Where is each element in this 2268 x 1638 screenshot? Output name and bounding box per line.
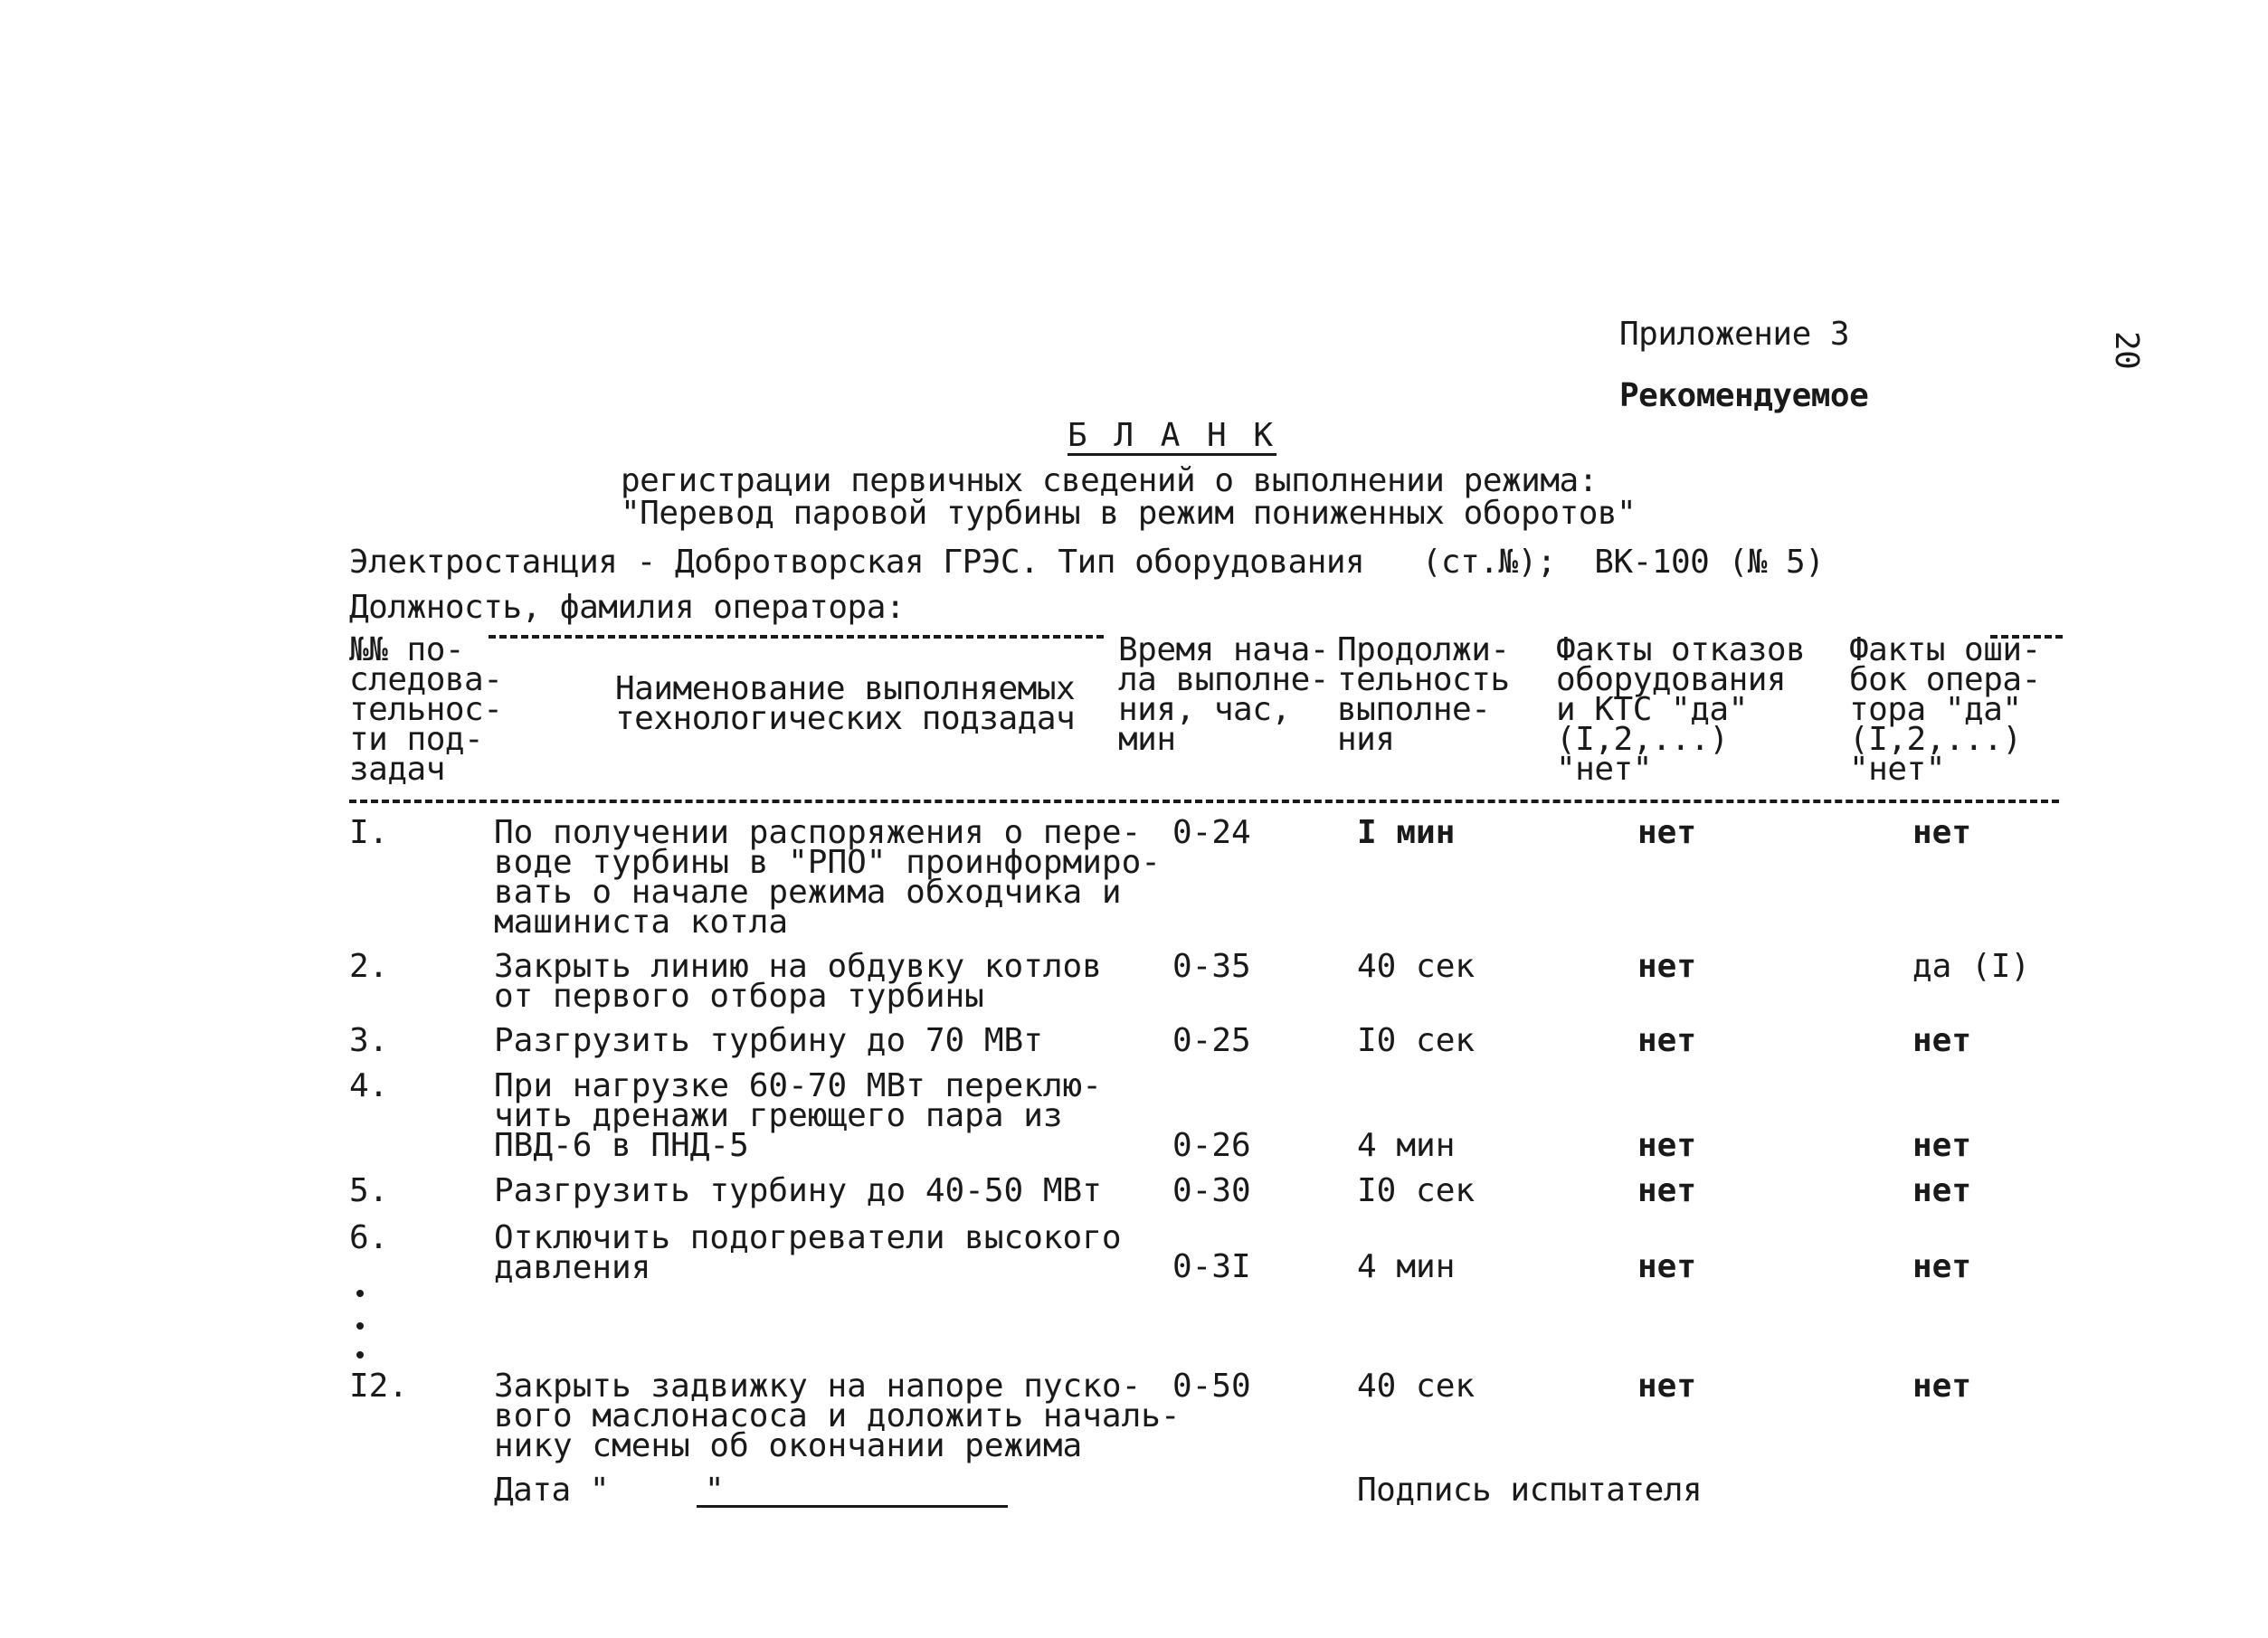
- row-1-name: По получении распоряжения о пере- воде турбины в "РПО" проинформиро- вать о начале режима обходчика и машиниста котла: [494, 814, 1161, 941]
- row-5-name: Разгрузить турбину до 40-50 МВт: [494, 1172, 1102, 1209]
- ellipsis-dot: [356, 1322, 364, 1330]
- ellipsis-dot: [356, 1290, 364, 1297]
- row-4-duration: 4 мин: [1357, 1127, 1456, 1164]
- appendix-title: Приложение 3: [1619, 316, 1850, 353]
- header-duration: Продолжи- тельность выполне- ния: [1337, 631, 1510, 758]
- operator-line: Должность, фамилия оператора:: [349, 589, 906, 626]
- row-5-num: 5.: [349, 1172, 389, 1209]
- row-2-duration: 40 сек: [1357, 948, 1476, 985]
- row-1-failures: нет: [1637, 814, 1697, 851]
- row-4-start: 0-26: [1172, 1127, 1251, 1164]
- row-4-failures: нет: [1637, 1127, 1697, 1164]
- header-failures: Факты отказов оборудования и КТС "да" (I,2,...) "нет": [1556, 631, 1806, 788]
- row-2-start: 0-35: [1172, 948, 1251, 985]
- row-4-num: 4.: [349, 1067, 389, 1104]
- row-12-failures: нет: [1637, 1368, 1697, 1405]
- row-2-name: Закрыть линию на обдувку котлов от первого отбора турбины: [494, 948, 1102, 1015]
- row-2-errors: да (I): [1912, 948, 2031, 985]
- table-header-rule: [349, 800, 2059, 803]
- date-label: Дата " ": [494, 1472, 725, 1509]
- row-6-failures: нет: [1637, 1248, 1697, 1285]
- row-2-num: 2.: [349, 948, 389, 985]
- header-start: Время нача- ла выполне- ния, час, мин: [1118, 631, 1329, 758]
- appendix-status: Рекомендуемое: [1619, 377, 1869, 414]
- form-subtitle-line-2: "Перевод паровой турбины в режим пониженных оборотов": [621, 495, 1637, 532]
- row-6-name: Отключить подогреватели высокого давления: [494, 1219, 1122, 1286]
- header-num: №№ по- следова- тельнос- ти под- задач: [349, 631, 503, 788]
- row-1-duration: I мин: [1357, 814, 1456, 851]
- row-5-failures: нет: [1637, 1172, 1697, 1209]
- table-top-rule-1: [489, 635, 1104, 639]
- row-12-start: 0-50: [1172, 1368, 1251, 1405]
- row-1-num: I.: [349, 814, 389, 851]
- header-name: Наименование выполняемых технологических подзадач: [615, 670, 1076, 737]
- ellipsis-dot: [356, 1351, 364, 1359]
- row-5-errors: нет: [1912, 1172, 1972, 1209]
- row-12-name: Закрыть задвижку на напоре пуско- вого маслонасоса и доложить началь- нику смены об окончании режима: [494, 1368, 1181, 1464]
- row-4-errors: нет: [1912, 1127, 1972, 1164]
- date-signature-line: [697, 1505, 1008, 1508]
- row-6-duration: 4 мин: [1357, 1248, 1456, 1285]
- row-12-num: I2.: [349, 1368, 409, 1405]
- row-3-num: 3.: [349, 1022, 389, 1059]
- form-title: Б Л А Н К: [1068, 417, 1277, 454]
- row-2-failures: нет: [1637, 948, 1697, 985]
- row-3-name: Разгрузить турбину до 70 МВт: [494, 1022, 1043, 1059]
- row-1-errors: нет: [1912, 814, 1972, 851]
- page-number: 20: [2108, 331, 2145, 370]
- row-4-name: При нагрузке 60-70 МВт переклю- чить дренажи греющего пара из ПВД-6 в ПНД-5: [494, 1067, 1102, 1164]
- station-line: Электростанция - Добротворская ГРЭС. Тип оборудования (ст.№); ВК-100 (№ 5): [349, 544, 1825, 581]
- row-3-failures: нет: [1637, 1022, 1697, 1059]
- row-5-start: 0-30: [1172, 1172, 1251, 1209]
- row-5-duration: I0 сек: [1357, 1172, 1476, 1209]
- row-3-start: 0-25: [1172, 1022, 1251, 1059]
- row-6-num: 6.: [349, 1219, 389, 1256]
- header-errors: Факты оши- бок опера- тора "да" (I,2,...) "нет": [1849, 631, 2041, 788]
- row-3-errors: нет: [1912, 1022, 1972, 1059]
- row-3-duration: I0 сек: [1357, 1022, 1476, 1059]
- row-6-start: 0-3I: [1172, 1248, 1251, 1285]
- row-12-duration: 40 сек: [1357, 1368, 1476, 1405]
- form-subtitle-line-1: регистрации первичных сведений о выполнении режима:: [621, 462, 1598, 499]
- row-6-errors: нет: [1912, 1248, 1972, 1285]
- row-1-start: 0-24: [1172, 814, 1251, 851]
- signature-label: Подпись испытателя: [1357, 1472, 1703, 1509]
- row-12-errors: нет: [1912, 1368, 1972, 1405]
